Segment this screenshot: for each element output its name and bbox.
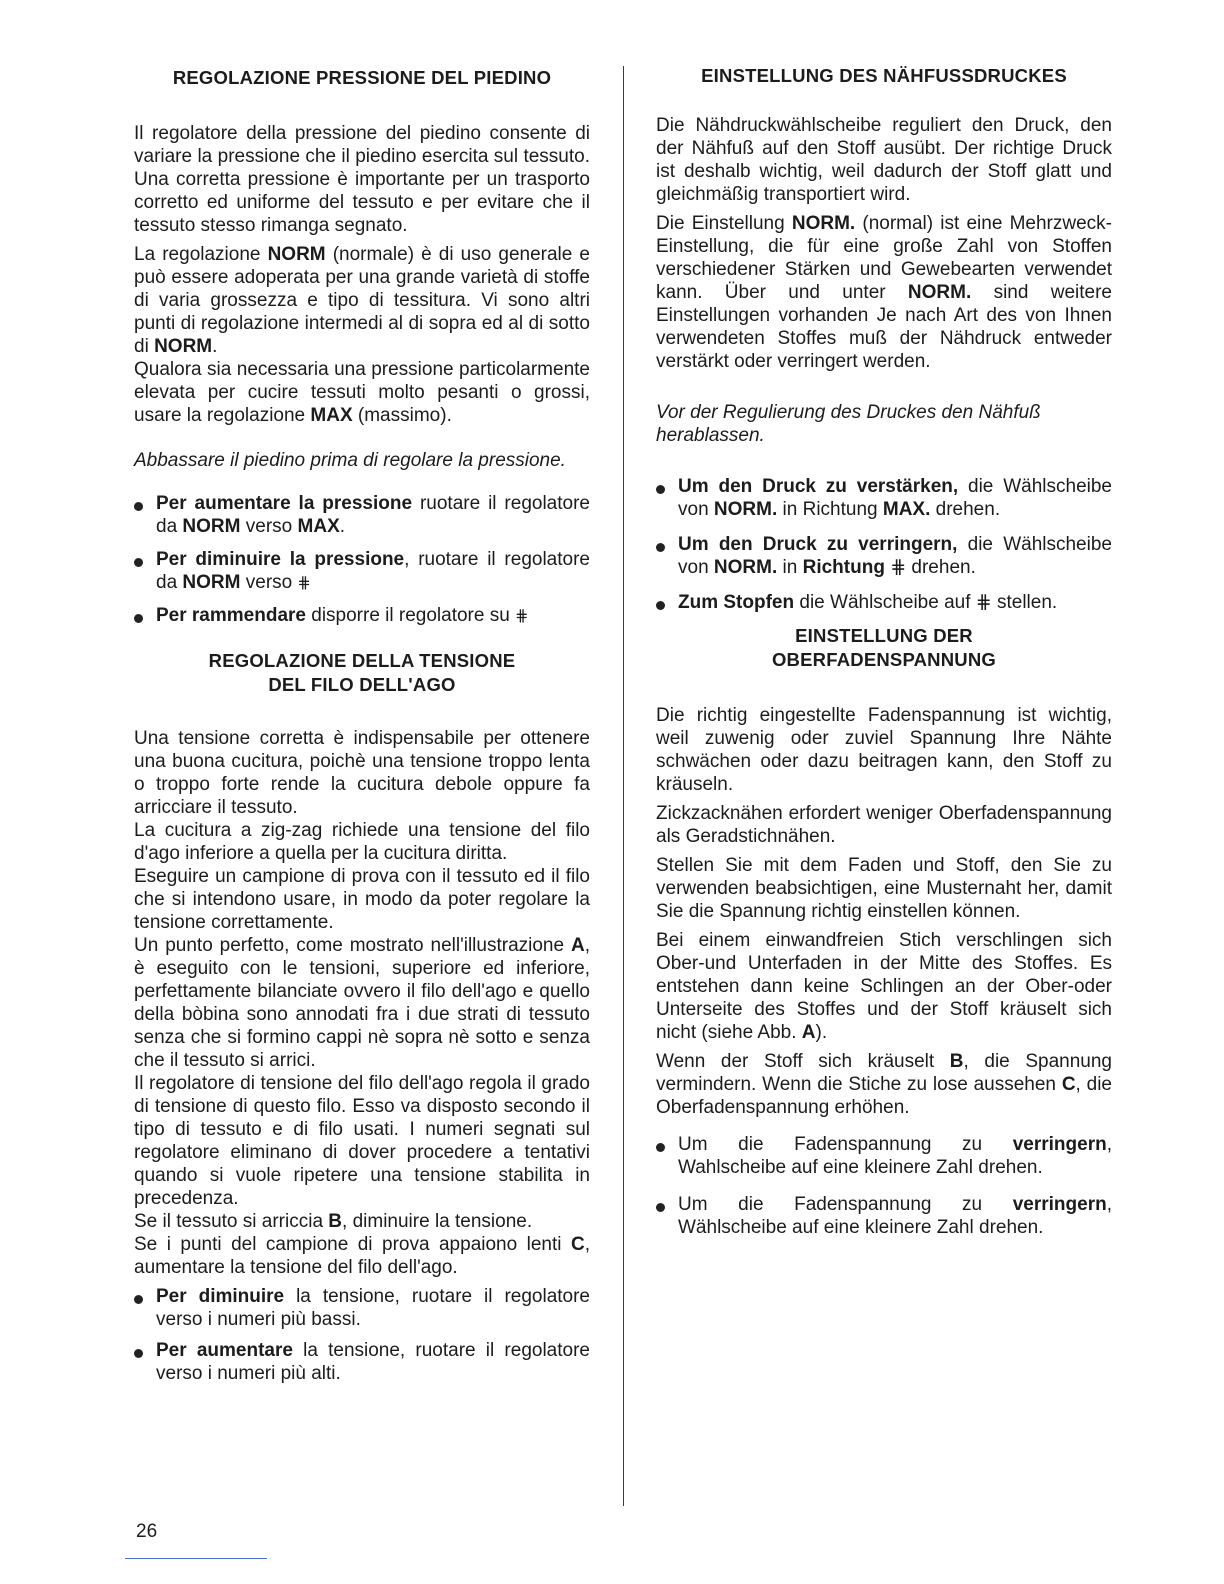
de-pressure-bullet-darning: Zum Stopfen die Wählscheibe auf ⋕ stellen. — [656, 591, 1112, 614]
de-tension-p2: Zickzacknähen erfordert weniger Oberfadenspannung als Geradstichnähen. — [656, 803, 1112, 847]
darning-symbol: ⋕ — [515, 606, 529, 625]
it-pressure-note: Abbassare il piedino prima di regolare la pressione. — [134, 450, 566, 471]
de-pressure-heading: EINSTELLUNG DES NÄHFUSSDRUCKES — [701, 65, 1067, 86]
page-number: 26 — [136, 1521, 158, 1542]
it-pressure-p3: Qualora sia necessaria una pressione particolarmente elevata per cucire tessuti molto pesanti o grossi, usare la regolazione MAX (massimo). — [134, 359, 590, 426]
it-tension-p3: Eseguire un campione di prova con il tessuto ed il filo che si intendono usare, in modo da poter regolare la tensione correttamente. — [134, 866, 590, 933]
de-pressure-p1: Die Nähdruckwählscheibe reguliert den Druck, den der Nähfuß auf den Stoff ausübt. Der richtige Druck ist deshalb wichtig, weil dadurch der Stoff glatt und gleichmäßig transportiert wird. — [656, 115, 1112, 205]
bullet-dot — [134, 558, 143, 567]
it-pressure-p1: Il regolatore della pressione del piedino consente di variare la pressione che il piedino esercita sul tessuto. Una corretta pressione è importante per un trasporto corretto ed uniforme del tessuto e per evitare che il tessuto stesso rimanga segnato. — [134, 123, 590, 236]
it-pressure-bullet-increase: Per aumentare la pressione ruotare il regolatore da NORM verso MAX. — [134, 492, 590, 538]
it-tension-heading: REGOLAZIONE DELLA TENSIONE DEL FILO DELL'AGO — [208, 650, 516, 695]
de-tension-bullet-1: Um die Fadenspannung zu verringern, Wahlscheibe auf eine kleinere Zahl drehen. — [656, 1133, 1112, 1179]
bullet-dot — [656, 1143, 665, 1152]
column-divider — [623, 66, 624, 1506]
bullet-dot — [656, 1203, 665, 1212]
it-pressure-heading: REGOLAZIONE PRESSIONE DEL PIEDINO — [172, 67, 552, 88]
de-tension-p3: Stellen Sie mit dem Faden und Stoff, den Sie zu verwenden beabsichtigen, eine Musternaht her, damit Sie die Spannung richtig einstellen können. — [656, 855, 1112, 922]
it-tension-p4: Un punto perfetto, come mostrato nell'illustrazione A, è eseguito con le tensioni, superiore ed inferiore, perfettamente bilanciate ovvero il filo dell'ago e quello della bòbina sono annodati fra i due strati di tessuto senza che si formino cappi nè sopra nè sotto e senza che il tessuto si arrici. — [134, 935, 590, 1071]
darning-symbol: ⋕ — [297, 573, 311, 592]
bullet-dot — [656, 601, 665, 610]
it-tension-p2: La cucitura a zig-zag richiede una tensione del filo d'ago inferiore a quella per la cucitura diritta. — [134, 820, 590, 864]
de-tension-bullet-2: Um die Fadenspannung zu verringern, Wählscheibe auf eine kleinere Zahl drehen. — [656, 1193, 1112, 1239]
de-tension-p4: Bei einem einwandfreien Stich verschlingen sich Ober-und Unterfaden in der Mitte des Stoffes. Es entstehen dann keine Schlingen an der Ober-oder Unterseite des Stoffes und der Stoff kräuselt sich nicht (siehe Abb. A). — [656, 930, 1112, 1043]
bullet-dot — [656, 543, 665, 552]
bullet-dot — [656, 485, 665, 494]
german-column — [656, 62, 1112, 1239]
italian-column — [134, 62, 590, 1385]
it-pressure-p2: La regolazione NORM (normale) è di uso generale e può essere adoperata per una grande varietà di stoffe di varia grossezza e tipo di tessitura. Vi sono altri punti di regolazione intermedi al di sopra ed al di sotto di NORM. — [134, 244, 590, 357]
it-tension-p6: Se il tessuto si arriccia B, diminuire la tensione. — [134, 1211, 533, 1232]
de-pressure-bullet-increase: Um den Druck zu verstärken, die Wählscheibe von NORM. in Richtung MAX. drehen. — [656, 475, 1112, 521]
de-tension-heading: EINSTELLUNG DER OBERFADENSPANNUNG — [771, 625, 997, 670]
de-pressure-bullet-decrease: Um den Druck zu verringern, die Wählscheibe von NORM. in Richtung ⋕ drehen. — [656, 533, 1112, 579]
it-tension-bullet-decrease: Per diminuire la tensione, ruotare il regolatore verso i numeri più bassi. — [134, 1285, 590, 1331]
bullet-dot — [134, 1295, 143, 1304]
bullet-dot — [134, 614, 143, 623]
it-pressure-bullet-decrease: Per diminuire la pressione, ruotare il regolatore da NORM verso ⋕ — [134, 548, 590, 594]
footer-line — [125, 1558, 267, 1559]
de-pressure-note: Vor der Regulierung des Druckes den Nähfuß herablassen. — [656, 402, 1041, 446]
de-pressure-p2: Die Einstellung NORM. (normal) ist eine Mehrzweck-Einstellung, die für eine große Zahl von Stoffen verschiedener Stärken und Gewebearten verwendet kann. Über und unter NORM. sind weitere Einstellungen vorhanden Je nach Art des von Ihnen verwendeten Stoffes muß der Nähdruck entweder verstärkt oder verringert werden. — [656, 213, 1112, 372]
de-tension-p1: Die richtig eingestellte Fadenspannung ist wichtig, weil zuwenig oder zuviel Spannung Ihre Nähte schwächen oder dazu beitragen kann, den Stoff zu kräuseln. — [656, 705, 1112, 795]
it-tension-bullet-increase: Per aumentare la tensione, ruotare il regolatore verso i numeri più alti. — [134, 1339, 590, 1385]
it-tension-p7: Se i punti del campione di prova appaiono lenti C, aumentare la tensione del filo dell'ago. — [134, 1234, 590, 1278]
it-tension-p5: Il regolatore di tensione del filo dell'ago regola il grado di tensione di questo filo. Esso va disposto secondo il tipo di tessuto e di filo usati. I numeri segnati sul regolatore eliminano di dover procedere a tentativi quando si vuole ripetere una tensione stabilita in precedenza. — [134, 1073, 590, 1209]
it-pressure-bullet-darning: Per rammendare disporre il regolatore su ⋕ — [134, 604, 590, 627]
bullet-dot — [134, 502, 143, 511]
it-tension-p1: Una tensione corretta è indispensabile per ottenere una buona cucitura, poichè una tensione troppo lenta o troppo forte rende la cucitura debole oppure fa arricciare il tessuto. — [134, 728, 590, 818]
bullet-dot — [134, 1349, 143, 1358]
de-tension-p5: Wenn der Stoff sich kräuselt B, die Spannung vermindern. Wenn die Stiche zu lose aussehen C, die Oberfadenspannung erhöhen. — [656, 1051, 1112, 1118]
